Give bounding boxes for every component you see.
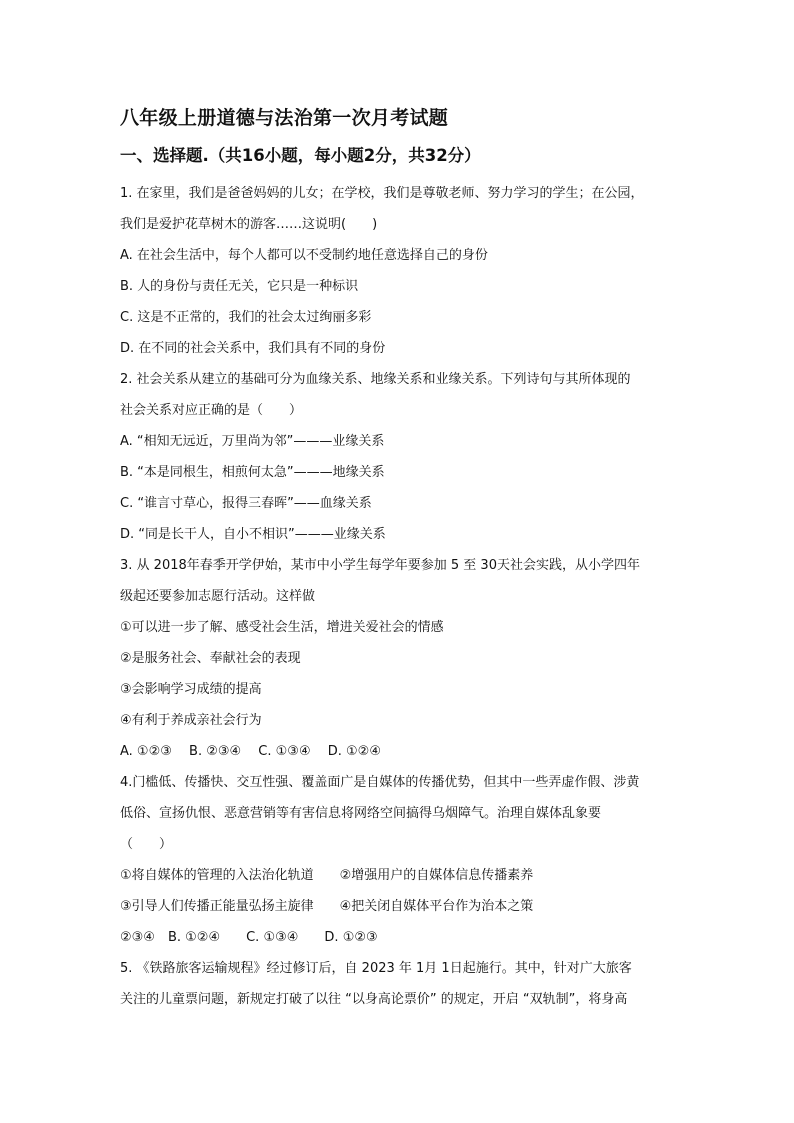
text-line: 社会关系对应正确的是（ ） [120,403,303,418]
text-line: 1. 在家里，我们是爸爸妈妈的儿女；在学校，我们是尊敬老师、努力学习的学生；在公园， [120,186,644,201]
text-line: 低俗、宣扬仇恨、恶意营销等有害信息将网络空间搞得乌烟障气。治理自媒体乱象要 [120,806,602,821]
exam-page [120,100,680,1015]
text-line: 我们是爱护花草树木的游客……这说明( ) [120,217,378,232]
text-line: 5. 《铁路旅客运输规程》经过修订后，自 2023 年 1月 1日起施行。其中，针对广大旅客 [120,961,632,976]
text-line: B. 人的身份与责任无关，它只是一种标识 [120,279,359,294]
text-line: C. 这是不正常的，我们的社会太过绚丽多彩 [120,310,372,325]
text-line: ④有利于养成亲社会行为 [120,713,262,728]
text-line: 4.门槛低、传播快、交互性强、覆盖面广是自媒体的传播优势，但其中一些弄虚作假、涉黄 [120,775,640,790]
text-line: A. ①②③ B. ②③④ C. ①③④ D. ①②④ [120,744,381,759]
text-line: ②是服务社会、奉献社会的表现 [120,651,301,666]
text-line: B. “本是同根生，相煎何太急”———地缘关系 [120,465,385,480]
text-line: 关注的儿童票问题，新规定打破了以往 “以身高论票价” 的规定，开启 “双轨制”，将身高 [120,992,628,1007]
text-line: 级起还要参加志愿行活动。这样做 [120,589,316,604]
text-line: D. 在不同的社会关系中，我们具有不同的身份 [120,341,386,356]
text-line: ③会影响学习成绩的提高 [120,682,262,697]
text-line: A. 在社会生活中，每个人都可以不受制约地任意选择自己的身份 [120,248,488,263]
text-line: ③引导人们传播正能量弘扬主旋律 ④把关闭自媒体平台作为治本之策 [120,899,534,914]
text-line: C. “谁言寸草心，报得三春晖”——血缘关系 [120,496,372,511]
text-line: 3. 从 2018年春季开学伊始，某市中小学生每学年要参加 5 至 30天社会实践，从小学四年 [120,558,640,573]
exam-title: 八年级上册道德与法治第一次月考试题 [120,107,449,129]
text-line: 2. 社会关系从建立的基础可分为血缘关系、地缘关系和业缘关系。下列诗句与其所体现的 [120,372,631,387]
text-line: A. “相知无远近，万里尚为邻”———业缘关系 [120,434,385,449]
text-line: ②③④ B. ①②④ C. ①③④ D. ①②③ [120,930,378,945]
text-line: （ ） [120,837,173,852]
question-list [120,178,680,1015]
section-heading: 一、选择题.（共16小题，每小题2分，共32分） [120,146,481,165]
text-line: ①可以进一步了解、感受社会生活，增进关爱社会的情感 [120,620,444,635]
text-line: D. “同是长干人，自小不相识”———业缘关系 [120,527,386,542]
text-line: ①将自媒体的管理的入法治化轨道 ②增强用户的自媒体信息传播素养 [120,868,534,883]
